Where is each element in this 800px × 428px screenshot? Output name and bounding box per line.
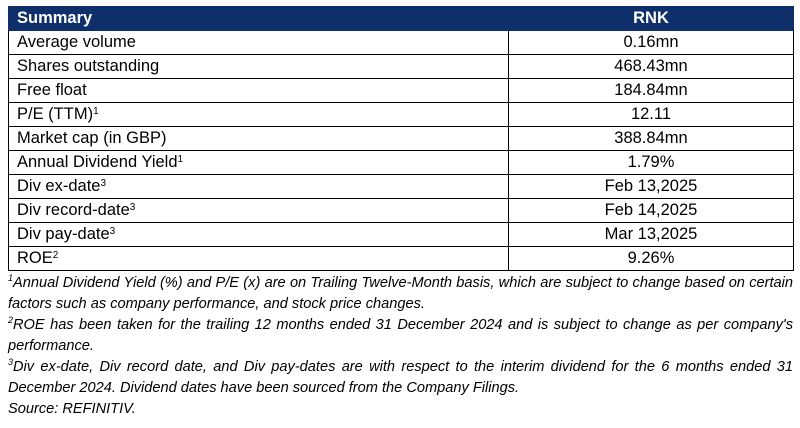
row-label-text: Market cap (in GBP) [17, 129, 167, 147]
footnote-1 [8, 273, 793, 315]
row-label-text: Annual Dividend Yield [17, 153, 178, 171]
footnote-marker: 3 [100, 177, 107, 189]
row-label-text: Div record-date [17, 201, 130, 219]
table-row [9, 175, 794, 199]
row-label [9, 55, 509, 79]
row-label-text: ROE [17, 249, 53, 267]
row-value: 9.26% [509, 247, 794, 271]
row-value: Feb 13,2025 [509, 175, 794, 199]
header-ticker: RNK [509, 7, 794, 31]
table-row [9, 31, 794, 55]
header-summary: Summary [9, 7, 509, 31]
footnote-marker: 2 [8, 315, 14, 326]
row-value: Feb 14,2025 [509, 199, 794, 223]
footnote-marker: 3 [129, 201, 136, 213]
row-value: 0.16mn [509, 31, 794, 55]
row-value: 184.84mn [509, 79, 794, 103]
table-row [9, 55, 794, 79]
row-label [9, 223, 509, 247]
footnotes [8, 273, 793, 420]
footnote-marker: 1 [93, 105, 99, 117]
row-label [9, 175, 509, 199]
row-value: 12.11 [509, 103, 794, 127]
table-row [9, 199, 794, 223]
footnote-text: Div ex-date, Div record date, and Div pay-dates are with respect to the interim dividend for the 6 months ended 31 December 2024. Dividend dates have been sourced from the Company Filings. [8, 359, 793, 396]
footnote-3 [8, 357, 793, 399]
row-label [9, 151, 509, 175]
table-row [9, 103, 794, 127]
row-value: 1.79% [509, 151, 794, 175]
row-label [9, 199, 509, 223]
row-label [9, 103, 509, 127]
row-value: Mar 13,2025 [509, 223, 794, 247]
row-label [9, 247, 509, 271]
row-label [9, 127, 509, 151]
footnote-text: Annual Dividend Yield (%) and P/E (x) are on Trailing Twelve-Month basis, which are subject to change based on certain factors such as company performance, and stock price changes. [8, 275, 793, 312]
footnote-marker: 3 [8, 357, 14, 368]
row-label-text: Shares outstanding [17, 57, 160, 75]
footnote-marker: 2 [52, 249, 59, 261]
summary-table [8, 6, 794, 271]
row-label [9, 79, 509, 103]
row-label-text: Average volume [17, 33, 136, 51]
table-row [9, 247, 794, 271]
table-row [9, 223, 794, 247]
footnote-marker: 1 [177, 153, 184, 165]
row-label [9, 31, 509, 55]
footnote-marker: 1 [8, 273, 14, 284]
source-note: Source: REFINITIV. [8, 401, 136, 417]
footnote-marker: 3 [109, 225, 116, 237]
footnote-2 [8, 315, 793, 357]
table-row [9, 151, 794, 175]
row-value: 468.43mn [509, 55, 794, 79]
row-label-text: Div pay-date [17, 225, 110, 243]
table-header-row [9, 7, 794, 31]
row-label-text: P/E (TTM) [17, 105, 94, 123]
row-value: 388.84mn [509, 127, 794, 151]
table-row [9, 79, 794, 103]
footnote-text: ROE has been taken for the trailing 12 months ended 31 December 2024 and is subject to change as per company's performance. [8, 317, 793, 354]
table-row [9, 127, 794, 151]
row-label-text: Div ex-date [17, 177, 101, 195]
row-label-text: Free float [17, 81, 87, 99]
